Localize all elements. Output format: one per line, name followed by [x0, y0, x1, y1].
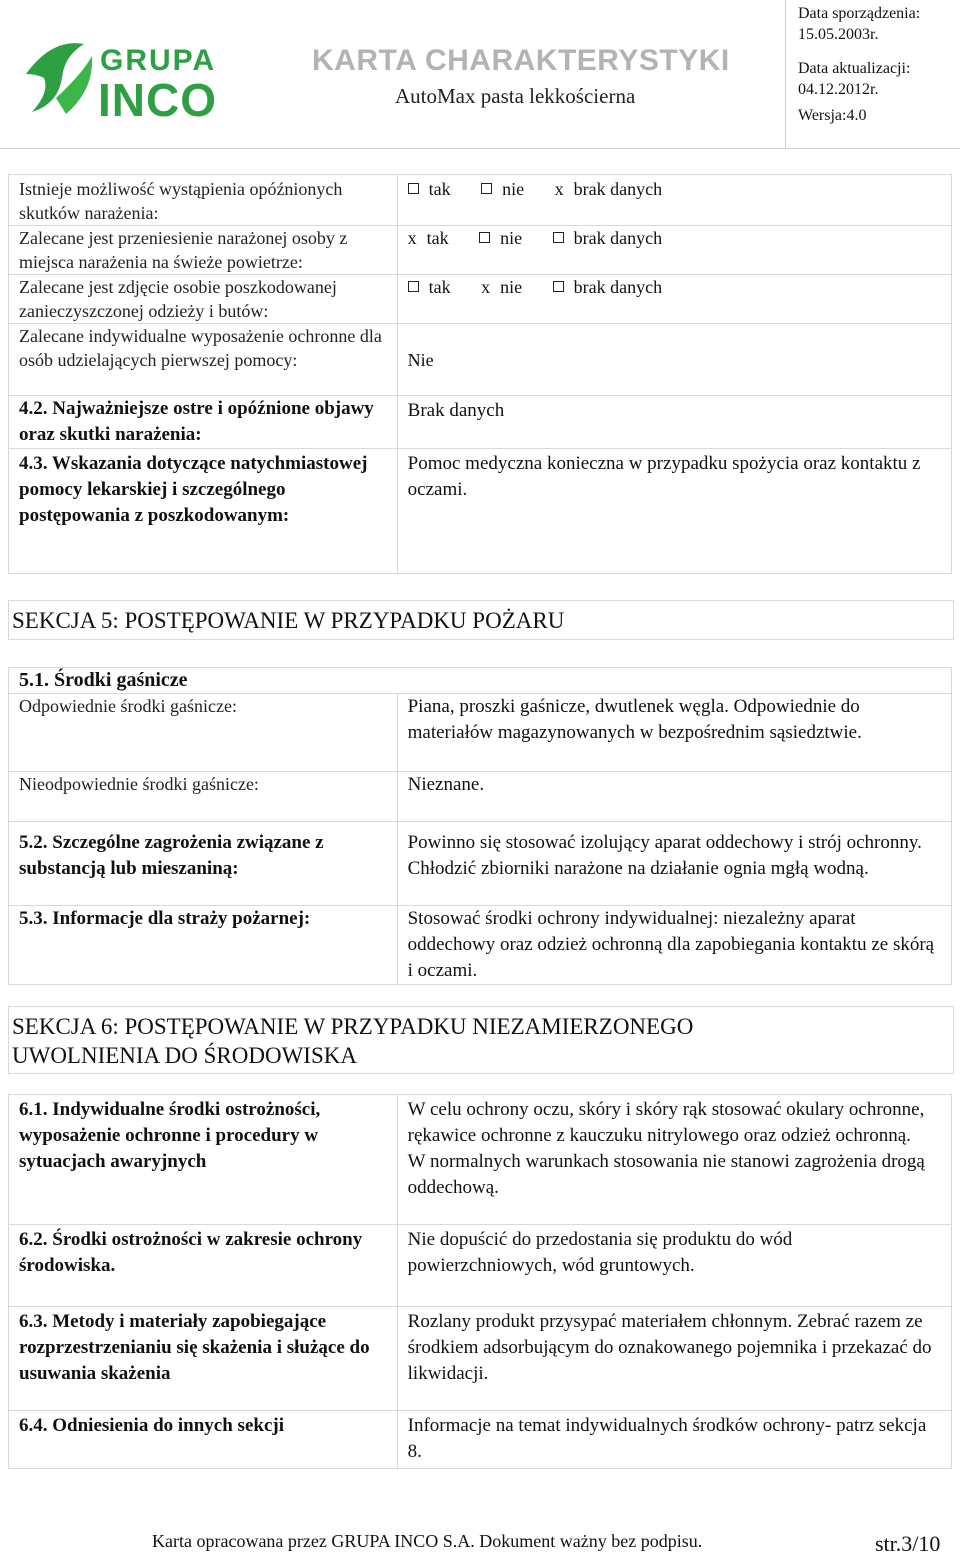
option-group [397, 175, 951, 226]
option-nie: nie [481, 177, 524, 201]
section5-title: SEKCJA 5: POSTĘPOWANIE W PRZYPADKU POŻARU [12, 608, 565, 633]
document-title: KARTA CHARAKTERYSTYKI [312, 44, 730, 77]
table-row [9, 1411, 952, 1469]
subsection-6-3-value: Rozlany produkt przysypać materiałem chłonnym. Zebrać razem ze środkiem adsorbującym do oznakowanego pojemnika i przekazać do likwidacji. [397, 1307, 951, 1411]
table-row [9, 906, 952, 985]
value-paragraph: W celu ochrony oczu, skóry i skóry rąk stosować okulary ochronne, rękawice ochronne z kauczuku nitrylowego oraz odzież ochronną. [407, 1099, 925, 1146]
created-date: 15.05.2003r. [798, 26, 879, 43]
option-nie: x nie [481, 277, 523, 297]
subsection-6-2-value: Nie dopuścić do przedostania się produktu do wód powierzchniowych, wód gruntowych. [397, 1225, 951, 1307]
unsuitable-value: Nieznane. [397, 772, 951, 822]
row-value: Pomoc medyczna konieczna w przypadku spożycia oraz kontaktu z oczami. [397, 449, 951, 574]
subsection-6-2-label: 6.2. Środki ostrożności w zakresie ochrony środowiska. [9, 1225, 398, 1307]
option-brak-danych: brak danych [553, 275, 662, 299]
subsection-5-3-label: 5.3. Informacje dla straży pożarnej: [9, 906, 398, 985]
unsuitable-label: Nieodpowiednie środki gaśnicze: [9, 772, 398, 822]
table-row [9, 694, 952, 772]
section6-title-line2: UWOLNIENIA DO ŚRODOWISKA [12, 1043, 357, 1068]
option-brak-danych: x brak danych [554, 179, 663, 199]
subsection-6-4-label: 6.4. Odniesienia do innych sekcji [9, 1411, 398, 1469]
subsection-5-1-title: 5.1. Środki gaśnicze [9, 668, 952, 694]
table-row [9, 772, 952, 822]
table-row [9, 1225, 952, 1307]
document-header [0, 0, 960, 150]
option-tak: x tak [407, 228, 449, 248]
table-row [9, 1307, 952, 1411]
suitable-label: Odpowiednie środki gaśnicze: [9, 694, 398, 772]
row-label: Zalecane indywidualne wyposażenie ochronne dla osób udzielających pierwszej pomocy: [9, 324, 398, 396]
option-tak: tak [408, 177, 451, 201]
checkbox-x-mark: x [481, 277, 491, 297]
table-row [9, 275, 952, 324]
checkbox-empty [553, 281, 564, 292]
updated-date: 04.12.2012r. [798, 81, 879, 98]
header-dates-panel [785, 0, 960, 148]
table-row [9, 449, 952, 574]
subsection-6-1-label: 6.1. Indywidualne środki ostrożności, wyposażenie ochronne i procedury w sytuacjach awaryjnych [9, 1095, 398, 1225]
checkbox-empty [408, 183, 419, 194]
table-row [9, 822, 952, 906]
created-label: Data sporządzenia: [798, 5, 921, 22]
suitable-value: Piana, proszki gaśnicze, dwutlenek węgla. Odpowiednie do materiałów magazynowanych w bezpośrednim sąsiedztwie. [397, 694, 951, 772]
option-group [397, 275, 951, 324]
table-row [9, 668, 952, 694]
version: Wersja:4.0 [798, 107, 867, 124]
row-value: Nie [397, 324, 951, 396]
product-name: AutoMax pasta lekkościerna [395, 84, 636, 108]
table-row [9, 175, 952, 226]
page-number: str.3/10 [875, 1531, 941, 1556]
checkbox-empty [479, 232, 490, 243]
row-label: Istnieje możliwość wystąpienia opóźnionych skutków narażenia: [9, 175, 398, 226]
table-row [9, 396, 952, 449]
section6-table [8, 1094, 952, 1469]
subsection-6-4-value: Informacje na temat indywidualnych środków ochrony- patrz sekcja 8. [397, 1411, 951, 1469]
subsection-5-2-value: Powinno się stosować izolujący aparat oddechowy i strój ochronny. Chłodzić zbiorniki narażone na działanie ognia mgłą wodną. [397, 822, 951, 906]
checkbox-empty [481, 183, 492, 194]
value-paragraph: W normalnych warunkach stosowania nie stanowi zagrożenia drogą oddechową. [407, 1151, 925, 1198]
option-nie: nie [479, 226, 522, 250]
checkbox-empty [408, 281, 419, 292]
subsection-5-3-value: Stosować środki ochrony indywidualnej: niezależny aparat oddechowy oraz odzież ochronną dla zapobiegania kontaktu ze skórą i oczami. [397, 906, 951, 985]
grupa-inco-logo [22, 34, 262, 122]
row-label: 4.2. Najważniejsze ostre i opóźnione objawy oraz skutki narażenia: [9, 396, 398, 449]
checkbox-empty [553, 232, 564, 243]
section5-table [8, 667, 952, 985]
option-tak: tak [408, 275, 451, 299]
row-label: 4.3. Wskazania dotyczące natychmiastowej pomocy lekarskiej i szczególnego postępowania z poszkodowanym: [9, 449, 398, 574]
subsection-6-3-label: 6.3. Metody i materiały zapobiegające rozprzestrzenianiu się skażenia i służące do usuwania skażenia [9, 1307, 398, 1411]
row-label: Zalecane jest przeniesienie narażonej osoby z miejsca narażenia na świeże powietrze: [9, 226, 398, 275]
section6-title-line1: SEKCJA 6: POSTĘPOWANIE W PRZYPADKU NIEZAMIERZONEGO [12, 1014, 694, 1039]
table-row [9, 1095, 952, 1225]
header-divider [0, 148, 960, 149]
svg-text:INCO: INCO [98, 74, 217, 122]
svg-text:GRUPA: GRUPA [100, 44, 217, 77]
row-value: Brak danych [397, 396, 951, 449]
table-row [9, 226, 952, 275]
subsection-5-2-label: 5.2. Szczególne zagrożenia związane z substancją lub mieszaniną: [9, 822, 398, 906]
table-row [9, 324, 952, 396]
updated-label: Data aktualizacji: [798, 60, 911, 77]
row-label: Zalecane jest zdjęcie osobie poszkodowanej zanieczyszczonej odzieży i butów: [9, 275, 398, 324]
option-group [397, 226, 951, 275]
footer-text: Karta opracowana przez GRUPA INCO S.A. Dokument ważny bez podpisu. [152, 1531, 703, 1551]
option-brak-danych: brak danych [553, 226, 662, 250]
subsection-6-1-value [397, 1095, 951, 1225]
checkbox-x-mark: x [407, 228, 417, 248]
section4-table [8, 174, 952, 574]
checkbox-x-mark: x [554, 179, 564, 199]
